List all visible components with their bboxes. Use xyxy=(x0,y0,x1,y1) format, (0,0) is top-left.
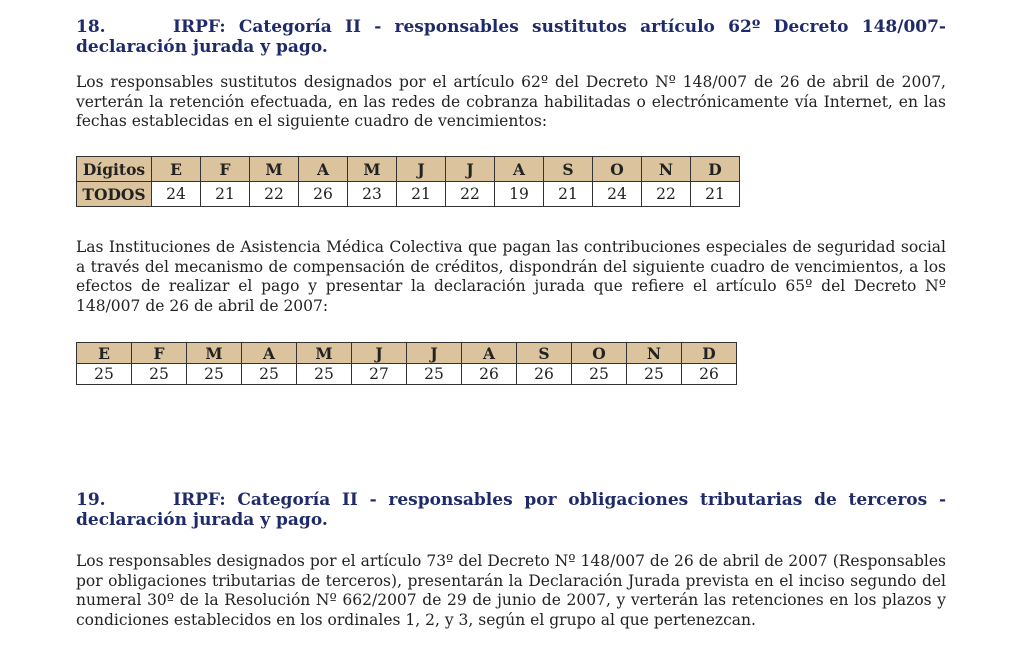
table-1-data-row xyxy=(77,182,740,207)
section-19-number: 19. xyxy=(76,490,106,510)
table-2-day-cell: 25 xyxy=(572,364,627,385)
due-dates-table-2 xyxy=(76,342,737,385)
table-1-month-cell: S xyxy=(544,157,593,182)
table-2-month-cell: S xyxy=(517,343,572,364)
table-2-data-row xyxy=(77,364,737,385)
table-2-month-cell: M xyxy=(187,343,242,364)
table-1-month-cell: J xyxy=(397,157,446,182)
table-2-month-cell: M xyxy=(297,343,352,364)
section-18-title: IRPF: Categoría II - responsables sustitutos artículo 62º Decreto 148/007- declaración jurada y pago. xyxy=(76,17,946,57)
section-18-paragraph-2: Las Instituciones de Asistencia Médica Colectiva que pagan las contribuciones especiales de seguridad social a través del mecanismo de compensación de créditos, dispondrán del siguiente cuadro de vencimientos, a los efectos de realizar el pago y presentar la declaración jurada que refiere el artículo 65º del Decreto Nº 148/007 de 26 de abril de 2007: xyxy=(76,238,946,315)
section-18-paragraph-1: Los responsables sustitutos designados por el artículo 62º del Decreto Nº 148/007 de 26 de abril de 2007, verterán la retención efectuada, en las redes de cobranza habilitadas o electrónicamente vía Internet, en las fechas establecidas en el siguiente cuadro de vencimientos: xyxy=(76,73,946,130)
table-1-header-row xyxy=(77,157,740,182)
table-1-month-cell: E xyxy=(152,157,201,182)
table-1-month-cell: A xyxy=(495,157,544,182)
table-2-day-cell: 25 xyxy=(77,364,132,385)
table-1-day-cell: 21 xyxy=(691,182,740,207)
table-1-day-cell: 21 xyxy=(544,182,593,207)
table-2-month-cell: F xyxy=(132,343,187,364)
table-2-month-cell: D xyxy=(682,343,737,364)
table-1-day-cell: 23 xyxy=(348,182,397,207)
table-1-month-cell: M xyxy=(250,157,299,182)
table-1-day-cell: 26 xyxy=(299,182,348,207)
table-1-corner-cell: Dígitos xyxy=(77,157,152,182)
table-1-day-cell: 24 xyxy=(152,182,201,207)
table-1-day-cell: 24 xyxy=(593,182,642,207)
section-19-paragraph-1: Los responsables designados por el artículo 73º del Decreto Nº 148/007 de 26 de abril de 2007 (Responsables por obligaciones tributarias de terceros), presentarán la Declaración Jurada prevista en el inciso segundo del numeral 30º de la Resolución Nº 662/2007 de 29 de junio de 2007, y verterán las retenciones en los plazos y condiciones establecidos en los ordinales 1, 2, y 3, según el grupo al que pertenezcan. xyxy=(76,552,946,629)
table-2-month-cell: J xyxy=(352,343,407,364)
table-1-day-cell: 21 xyxy=(201,182,250,207)
table-2-day-cell: 25 xyxy=(242,364,297,385)
table-2-day-cell: 25 xyxy=(132,364,187,385)
table-2-day-cell: 26 xyxy=(517,364,572,385)
table-2-day-cell: 25 xyxy=(187,364,242,385)
table-1-month-cell: N xyxy=(642,157,691,182)
table-1-day-cell: 22 xyxy=(642,182,691,207)
table-2-month-cell: N xyxy=(627,343,682,364)
due-dates-table-1 xyxy=(76,156,740,207)
table-2-day-cell: 25 xyxy=(297,364,352,385)
table-2-day-cell: 26 xyxy=(462,364,517,385)
table-2-day-cell: 26 xyxy=(682,364,737,385)
table-1-month-cell: M xyxy=(348,157,397,182)
table-2-month-cell: A xyxy=(462,343,517,364)
table-1-day-cell: 19 xyxy=(495,182,544,207)
table-2-day-cell: 25 xyxy=(407,364,462,385)
table-1-day-cell: 22 xyxy=(446,182,495,207)
table-1-month-cell: J xyxy=(446,157,495,182)
section-19-heading xyxy=(76,490,946,530)
table-2-month-cell: E xyxy=(77,343,132,364)
section-18-heading xyxy=(76,17,946,57)
table-1-month-cell: D xyxy=(691,157,740,182)
section-19-title: IRPF: Categoría II - responsables por obligaciones tributarias de terceros - declaración jurada y pago. xyxy=(76,490,946,530)
section-18-number: 18. xyxy=(76,17,106,37)
table-2-day-cell: 27 xyxy=(352,364,407,385)
table-1-month-cell: F xyxy=(201,157,250,182)
table-2-header-row xyxy=(77,343,737,364)
table-2-month-cell: J xyxy=(407,343,462,364)
table-1-day-cell: 21 xyxy=(397,182,446,207)
table-1-day-cell: 22 xyxy=(250,182,299,207)
table-1-month-cell: O xyxy=(593,157,642,182)
table-2-month-cell: A xyxy=(242,343,297,364)
table-2-day-cell: 25 xyxy=(627,364,682,385)
table-2-month-cell: O xyxy=(572,343,627,364)
table-1-month-cell: A xyxy=(299,157,348,182)
table-1-row-label: TODOS xyxy=(77,182,152,207)
